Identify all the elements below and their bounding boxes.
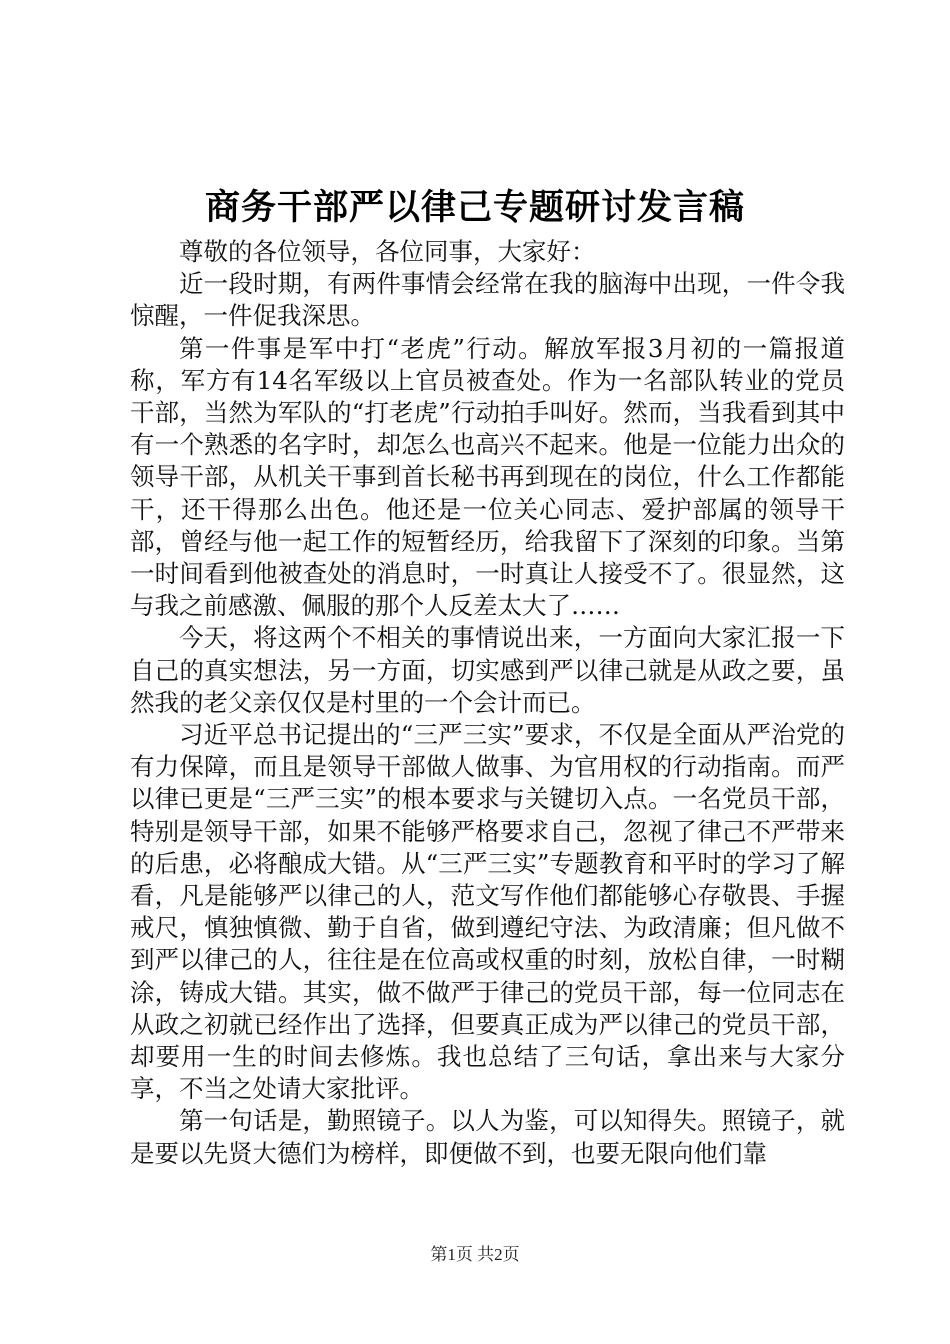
paragraph-three-stricts: 习近平总书记提出的“三严三实”要求，不仅是全面从严治党的有力保障，而且是领导干部做人做事、为官用权的行动指南。而严以律已更是“三严三实”的根本要求与关键切入点。一名党员干部，特别是领导干部，如果不能够严格要求自己，忽视了律己不严带来的后患，必将酿成大错。从“三严三实”专题教育和平时的学习了解看，凡是能够严以律己的人，范文写作他们都能够心存敬畏、手握戒尺，慎独慎微、勤于自省，做到遵纪守法、为政清廉；但凡做不到严以律己的人，往往是在位高或权重的时刻，放松自律，一时糊涂，铸成大错。其实，做不做严于律己的党员干部，每一位同志在从政之初就已经作出了选择，但要真正成为严以律己的党员干部，却要用一生的时间去修炼。我也总结了三句话，拿出来与大家分享，不当之处请大家批评。: [130, 720, 845, 1104]
document-body: [130, 236, 845, 1170]
paragraph-first-sentence: 第一句话是，勤照镜子。以人为鉴，可以知得失。照镜子，就是要以先贤大德们为榜样，即便做不到，也要无限向他们靠: [130, 1106, 845, 1168]
paragraph-today: 今天，将这两个不相关的事情说出来，一方面向大家汇报一下自己的真实想法，另一方面，切实感到严以律己就是从政之要，虽然我的老父亲仅仅是村里的一个会计而已。: [130, 623, 845, 717]
paragraph-intro: 近一段时期，有两件事情会经常在我的脑海中出现，一件令我惊醒，一件促我深思。: [130, 269, 845, 331]
document-title: 商务干部严以律己专题研讨发言稿: [204, 187, 745, 228]
paragraph-greeting: 尊敬的各位领导，各位同事，大家好：: [179, 237, 596, 266]
page-footer: 第1页 共2页: [430, 1245, 520, 1264]
paragraph-first-matter: 第一件事是军中打“老虎”行动。解放军报3月初的一篇报道称，军方有14名军级以上官员被查处。作为一名部队转业的党员干部，当然为军队的“打老虎”行动拍手叫好。然而，当我看到其中有一个熟悉的名字时，却怎么也高兴不起来。他是一位能力出众的领导干部，从机关干事到首长秘书再到现在的岗位，什么工作都能干，还干得那么出色。他还是一位关心同志、爱护部属的领导干部，曾经与他一起工作的短暂经历，给我留下了深刻的印象。当第一时间看到他被查处的消息时，一时真让人接受不了。很显然，这与我之前感激、佩服的那个人反差太大了……: [130, 333, 845, 621]
